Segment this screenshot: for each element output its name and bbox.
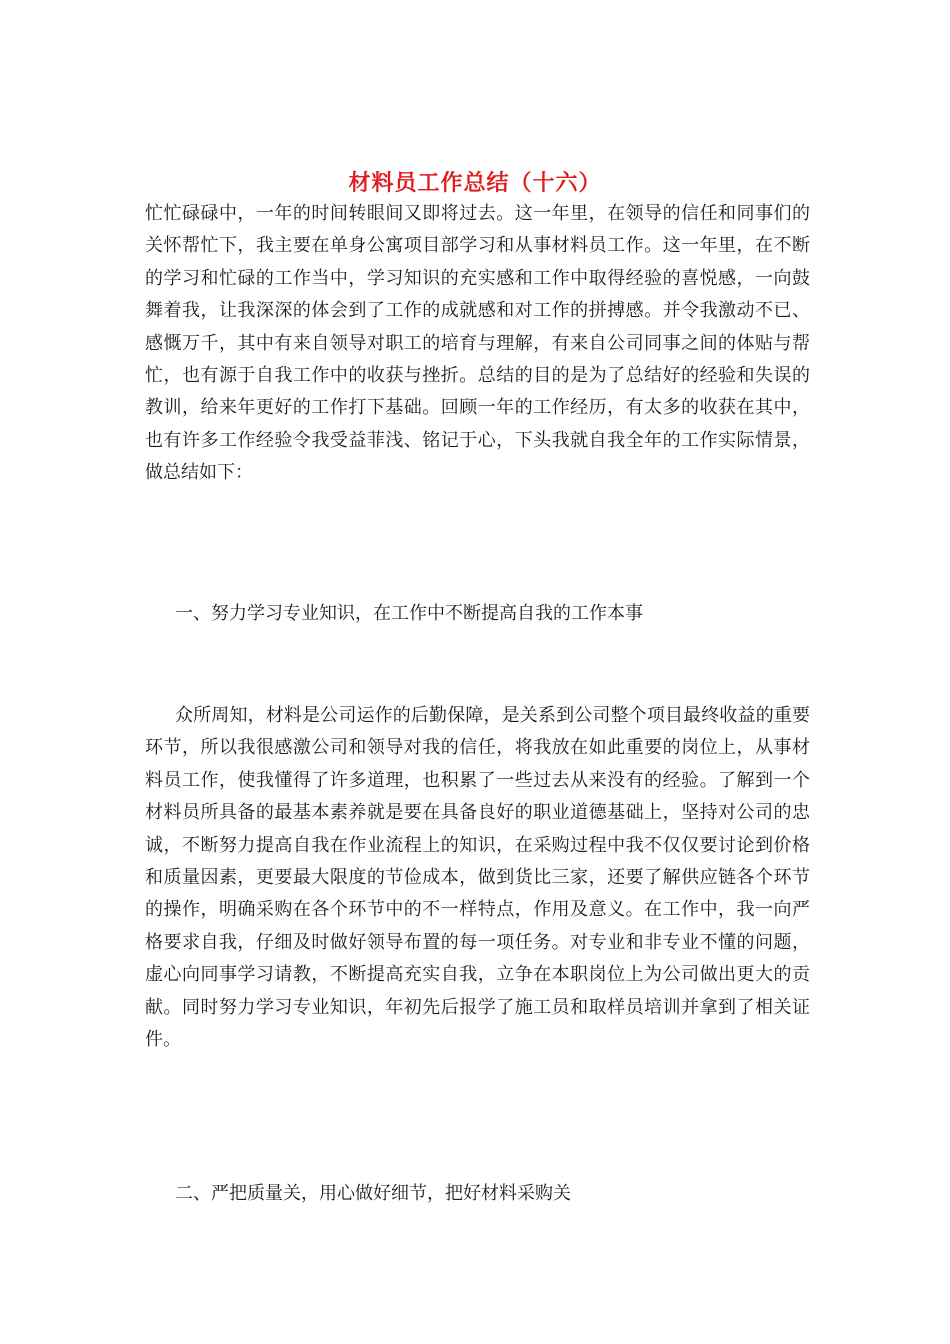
section-heading-1: 一、努力学习专业知识，在工作中不断提高自我的工作本事 xyxy=(175,603,643,624)
section-heading-2: 二、严把质量关，用心做好细节，把好材料采购关 xyxy=(175,1183,571,1204)
intro-paragraph: 忙忙碌碌中，一年的时间转眼间又即将过去。这一年里，在领导的信任和同事们的关怀帮忙下，我主要在单身公寓项目部学习和从事材料员工作。这一年里，在不断的学习和忙碌的工作当中，学习知识的充实感和工作中取得经验的喜悦感，一向鼓舞着我，让我深深的体会到了工作的成就感和对工作的拼搏感。并令我激动不已、感慨万千，其中有来自领导对职工的培育与理解，有来自公司同事之间的体贴与帮忙，也有源于自我工作中的收获与挫折。总结的目的是为了总结好的经验和失误的教训，给来年更好的工作打下基础。回顾一年的工作经历，有太多的收获在其中，也有许多工作经验令我受益菲浅、铭记于心，下头我就自我全年的工作实际情景，做总结如下： xyxy=(145,203,810,484)
section-body-1: 众所周知，材料是公司运作的后勤保障，是关系到公司整个项目最终收益的重要环节，所以我很感激公司和领导对我的信任，将我放在如此重要的岗位上，从事材料员工作，使我懂得了许多道理，也积累了一些过去从来没有的经验。了解到一个材料员所具备的最基本素养就是要在具备良好的职业道德基础上，坚持对公司的忠诚，不断努力提高自我在作业流程上的知识，在采购过程中我不仅仅要讨论到价格和质量因素，更要最大限度的节俭成本，做到货比三家，还要了解供应链各个环节的操作，明确采购在各个环节中的不一样特点，作用及意义。在工作中，我一向严格要求自我，仔细及时做好领导布置的每一项任务。对专业和非专业不懂的问题，虚心向同事学习请教，不断提高充实自我，立争在本职岗位上为公司做出更大的贡献。同时努力学习专业知识，年初先后报学了施工员和取样员培训并拿到了相关证件。 xyxy=(145,705,810,1051)
document-title: 材料员工作总结（十六） xyxy=(348,169,602,196)
